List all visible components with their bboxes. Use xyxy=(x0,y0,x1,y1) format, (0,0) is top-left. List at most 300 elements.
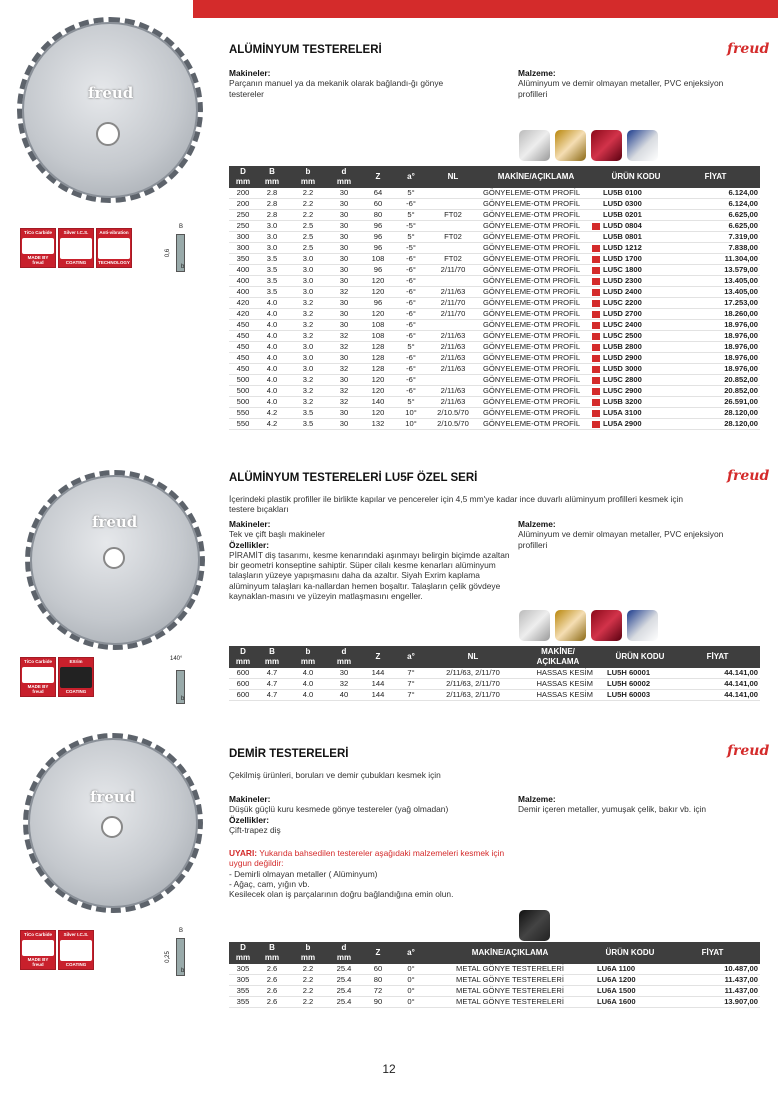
table-cell: 64 xyxy=(359,188,397,199)
table-cell: 30 xyxy=(329,210,359,221)
table-cell: GÖNYELEME-OTM PROFİL xyxy=(481,364,591,375)
table-cell: 30 xyxy=(329,320,359,331)
table-cell: 2.2 xyxy=(287,210,329,221)
table-cell: FT02 xyxy=(425,232,481,243)
table-cell: 0° xyxy=(397,975,425,986)
table-cell: 30 xyxy=(329,232,359,243)
table-cell xyxy=(591,331,601,342)
table-cell: 30 xyxy=(329,375,359,386)
table-cell: 13.579,00 xyxy=(671,265,760,276)
table-cell: -6° xyxy=(397,320,425,331)
table-cell: 18.260,00 xyxy=(671,309,760,320)
table-cell: LU5D 2700 xyxy=(601,309,671,320)
table-cell: HASSAS KESİM xyxy=(521,668,595,679)
table-cell: 2/11/63 xyxy=(425,353,481,364)
table-cell xyxy=(591,265,601,276)
table-cell: 28.120,00 xyxy=(671,408,760,419)
noise-reduction-icon xyxy=(592,366,600,373)
noise-reduction-icon xyxy=(592,333,600,340)
table-cell: 3.0 xyxy=(287,265,329,276)
page-number: 12 xyxy=(382,1062,396,1076)
table-cell: 108 xyxy=(359,254,397,265)
feature-badges xyxy=(20,930,94,970)
table-cell xyxy=(591,243,601,254)
table-cell xyxy=(591,210,601,221)
section-title: ALÜMİNYUM TESTERELERİ xyxy=(229,44,382,56)
machines-block: Makineler: Tek ve çift başlı makineler Özellikler: PİRAMİT diş tasarımı, kesme kenarındaki aşınmayı belirgin biçimde azaltan bir geometri konseptine sahiptir. Süper cilalı kesme kenarları alüminyum talaşların yüzeye yapışmasını daha da azaltır. Siyah Exrim kaplama alüminyum talaşları ka-nallardan hemen boşaltır. Talaşların çelik gövdeye kaynaklan-masını ve yüzeyin matlaşmasını engeller. xyxy=(229,519,510,602)
table-cell: 3.0 xyxy=(287,353,329,364)
blade-logo: freud xyxy=(88,84,134,102)
table-cell: GÖNYELEME-OTM PROFİL xyxy=(481,298,591,309)
badge-silver-ics: Silver I.C.S. COATING xyxy=(58,228,94,268)
product-table: D mm B mm b mm d mm Z a° NL MAKİNE/AÇIKLAMA ÜRÜN KODU FİYAT 200 2.8 2.2 30 64 5° GÖNYELEME-OTM PROFİL LU5B 0100 6.124,00 200 2.8 2.2 30 60 -6° GÖNYELEME-OTM PROFİL LU5D 0300 6.124,00 250 2.8 2.2 30 80 5° FT02 GÖNYELEME-OTM PROFİL LU5B 0201 6.625,00 250 3.0 2.5 30 96 -5° GÖNYELEME-OTM PROFİL LU5D 0804 6.625,00 300 3.0 2.5 30 96 5° FT02 GÖNYELEME-OTM PROFİL LU5B 0801 7.319,00 300 3.0 2.5 30 96 -5° GÖNYELEME-OTM PROFİL LU5D 1212 7.838,00 350 3.5 3.0 30 108 -6° FT02 GÖNYELEME-OTM PROFİL LU5D 1700 11.304,00 400 3.5 3.0 30 96 -6° 2/11/70 GÖNYELEME-OTM PROFİL LU5C 1800 13.579,00 400 3.5 3.0 30 120 -6° GÖNYELEME-OTM PROFİL LU5D 2300 13.405,00 400 3.5 3.0 32 120 -6° 2/11/63 GÖNYELEME-OTM PROFİL LU5D 2400 13.405,00 420 4.0 3.2 30 96 -6° 2/11/70 GÖNYELEME-OTM PROFİL LU5C 2200 17.253,00 420 4.0 3.2 30 120 -6° 2/11/70 GÖNYELEME-OTM PROFİL LU5D 2700 18.260,00 450 4.0 3.2 30 108 -6° GÖNYELEME-OTM PROFİL LU5C 2400 18.976,00 450 4.0 3.2 32 108 -6° 2/11/63 GÖNYELEME-OTM PROFİL LU5C 2500 18.976,00 450 4.0 3.0 32 128 5° 2/11/63 GÖNYELEME-OTM PROFİL LU5B 2800 18.976,00 450 4.0 3.0 30 128 -6° 2/11/63 GÖNYELEME-OTM PROFİL LU5D 2900 18.976,00 450 4.0 3.0 32 128 -6° 2/11/63 GÖNYELEME-OTM PROFİL LU5D 3000 18.976,00 500 4.0 3.2 30 120 -6° GÖNYELEME-OTM PROFİL LU5C 2800 20.852,00 500 4.0 3.2 32 120 -6° 2/11/63 GÖNYELEME-OTM PROFİL LU5C 2900 20.852,00 500 4.0 3.2 32 140 5° 2/11/63 GÖNYELEME-OTM PROFİL LU5B 3200 26.591,00 550 4.2 3.5 30 120 10° 2/10.5/70 GÖNYELEME-OTM PROFİL LU5A 3100 28.120,00 550 4.2 3.5 30 132 10° 2/10.5/70 GÖNYELEME-OTM PROFİL LU5A 2900 28.120,00 xyxy=(229,166,760,430)
table-cell: 2/11/63, 2/11/70 xyxy=(425,679,521,690)
table-cell: 120 xyxy=(359,309,397,320)
table-cell: 30 xyxy=(329,408,359,419)
table-cell: -6° xyxy=(397,386,425,397)
table-cell: 250 xyxy=(229,210,257,221)
table-cell: 4.0 xyxy=(257,309,287,320)
table-cell: 3.2 xyxy=(287,320,329,331)
table-cell: 18.976,00 xyxy=(671,331,760,342)
table-cell xyxy=(591,342,601,353)
table-cell: 600 xyxy=(229,668,257,679)
tooth-profile-diagram: B 0,6 b xyxy=(165,224,185,270)
table-cell: 200 xyxy=(229,199,257,210)
noise-reduction-icon xyxy=(592,344,600,351)
table-cell: 30 xyxy=(329,199,359,210)
table-cell: 4.0 xyxy=(257,397,287,408)
brand-logo: freud xyxy=(727,468,770,484)
table-cell: LU5C 2900 xyxy=(601,386,671,397)
table-cell: 144 xyxy=(359,690,397,701)
table-cell: LU5H 60001 xyxy=(605,668,675,679)
table-cell: 3.2 xyxy=(287,309,329,320)
table-cell: 450 xyxy=(229,320,257,331)
section-title: DEMİR TESTERELERİ xyxy=(229,748,349,760)
table-cell: 44.141,00 xyxy=(675,690,760,701)
table-cell xyxy=(591,408,601,419)
table-row xyxy=(229,386,760,397)
top-accent-bar xyxy=(193,0,778,18)
product-table: D mm B mm b mm d mm Z a° NL MAKİNE/ AÇIKLAMA ÜRÜN KODU FİYAT 600 4.7 4.0 30 144 7° 2/11/63, 2/11/70 HASSAS KESİM LU5H 60001 44.141,00 600 4.7 4.0 32 144 7° 2/11/63, 2/11/70 HASSAS KESİM LU5H 60002 44.141,00 600 4.7 4.0 40 144 7° 2/11/63, 2/11/70 HASSAS KESİM LU5H 60003 44.141,00 xyxy=(229,646,760,701)
table-cell: 10° xyxy=(397,419,425,430)
material-block: Malzeme: Demir içeren metaller, yumuşak çelik, bakır vb. için xyxy=(518,794,707,815)
noise-reduction-icon xyxy=(592,311,600,318)
table-cell: 4.0 xyxy=(257,320,287,331)
table-cell: 30 xyxy=(329,298,359,309)
table-cell: 5° xyxy=(397,397,425,408)
table-cell: 2.2 xyxy=(287,964,329,975)
table-cell: -6° xyxy=(397,309,425,320)
table-cell: 4.0 xyxy=(287,690,329,701)
table-cell: LU5B 2800 xyxy=(601,342,671,353)
table-cell: GÖNYELEME-OTM PROFİL xyxy=(481,375,591,386)
table-cell: 5° xyxy=(397,188,425,199)
blade-logo: freud xyxy=(90,788,136,806)
table-row xyxy=(229,353,760,364)
table-cell: 3.5 xyxy=(257,265,287,276)
table-cell: GÖNYELEME-OTM PROFİL xyxy=(481,232,591,243)
table-cell: 2/11/63 xyxy=(425,397,481,408)
table-cell: HASSAS KESİM xyxy=(521,679,595,690)
table-cell: 32 xyxy=(329,397,359,408)
table-cell: LU5C 2800 xyxy=(601,375,671,386)
noise-reduction-icon xyxy=(592,410,600,417)
table-cell: 350 xyxy=(229,254,257,265)
table-cell: 0° xyxy=(397,964,425,975)
table-cell: 25.4 xyxy=(329,964,359,975)
table-cell xyxy=(591,276,601,287)
table-cell: 450 xyxy=(229,342,257,353)
table-cell xyxy=(591,298,601,309)
table-cell: GÖNYELEME-OTM PROFİL xyxy=(481,342,591,353)
table-cell: 3.5 xyxy=(257,254,287,265)
table-row xyxy=(229,668,760,679)
table-cell xyxy=(591,199,601,210)
table-row xyxy=(229,243,760,254)
table-row xyxy=(229,997,760,1008)
table-cell: 144 xyxy=(359,668,397,679)
table-row xyxy=(229,232,760,243)
table-cell: 2/10.5/70 xyxy=(425,419,481,430)
table-cell: 2.6 xyxy=(257,975,287,986)
table-cell: 6.625,00 xyxy=(671,221,760,232)
table-cell: 3.2 xyxy=(287,298,329,309)
table-cell: 2.2 xyxy=(287,188,329,199)
table-row xyxy=(229,397,760,408)
table-cell: LU5D 2900 xyxy=(601,353,671,364)
table-cell xyxy=(591,375,601,386)
table-cell: 7° xyxy=(397,668,425,679)
table-cell: 4.2 xyxy=(257,408,287,419)
badge-anti-vibration: Anti-vibration TECHNOLOGY xyxy=(96,228,132,268)
table-row xyxy=(229,408,760,419)
table-cell: 2.5 xyxy=(287,221,329,232)
feature-badges xyxy=(20,228,132,268)
table-row xyxy=(229,199,760,210)
saw-blade-image xyxy=(30,475,200,645)
table-cell: 4.2 xyxy=(257,419,287,430)
material-images xyxy=(519,610,658,641)
table-cell: 44.141,00 xyxy=(675,679,760,690)
table-cell: 2/11/63 xyxy=(425,342,481,353)
noise-reduction-icon xyxy=(592,399,600,406)
tooth-profile-diagram: 140° b xyxy=(170,656,185,702)
table-cell: HASSAS KESİM xyxy=(521,690,595,701)
table-cell xyxy=(595,668,605,679)
table-cell xyxy=(425,221,481,232)
table-cell: 2.6 xyxy=(257,997,287,1008)
table-cell: LU5D 0300 xyxy=(601,199,671,210)
table-cell: LU5C 2500 xyxy=(601,331,671,342)
table-cell: 30 xyxy=(329,265,359,276)
table-cell: 96 xyxy=(359,298,397,309)
table-cell: -6° xyxy=(397,287,425,298)
table-cell: -6° xyxy=(397,265,425,276)
table-cell: GÖNYELEME-OTM PROFİL xyxy=(481,265,591,276)
table-cell: 3.5 xyxy=(257,276,287,287)
table-cell: 80 xyxy=(359,210,397,221)
table-cell: 144 xyxy=(359,679,397,690)
table-cell: 25.4 xyxy=(329,986,359,997)
table-row xyxy=(229,276,760,287)
table-cell: 11.304,00 xyxy=(671,254,760,265)
table-cell: 7° xyxy=(397,690,425,701)
table-cell: 250 xyxy=(229,221,257,232)
table-cell: 80 xyxy=(359,975,397,986)
table-cell: 4.0 xyxy=(257,353,287,364)
table-cell: -5° xyxy=(397,221,425,232)
table-cell: 2/11/63 xyxy=(425,364,481,375)
table-cell: 5° xyxy=(397,232,425,243)
table-cell: GÖNYELEME-OTM PROFİL xyxy=(481,199,591,210)
table-cell xyxy=(591,232,601,243)
noise-reduction-icon xyxy=(592,223,600,230)
noise-reduction-icon xyxy=(592,300,600,307)
table-row xyxy=(229,265,760,276)
table-cell xyxy=(591,386,601,397)
table-cell: 32 xyxy=(329,331,359,342)
table-cell: LU6A 1500 xyxy=(595,986,665,997)
table-cell: LU6A 1100 xyxy=(595,964,665,975)
table-cell: -6° xyxy=(397,353,425,364)
table-row xyxy=(229,188,760,199)
table-cell: -6° xyxy=(397,364,425,375)
table-cell: 32 xyxy=(329,679,359,690)
table-cell: 4.0 xyxy=(257,342,287,353)
table-cell: 2.2 xyxy=(287,986,329,997)
table-cell: 30 xyxy=(329,243,359,254)
noise-reduction-icon xyxy=(592,267,600,274)
table-cell: 72 xyxy=(359,986,397,997)
table-cell xyxy=(425,188,481,199)
table-cell: 420 xyxy=(229,309,257,320)
table-cell xyxy=(595,690,605,701)
table-cell: 5° xyxy=(397,342,425,353)
table-cell: LU5D 3000 xyxy=(601,364,671,375)
table-cell: LU5B 0801 xyxy=(601,232,671,243)
noise-reduction-icon xyxy=(592,355,600,362)
table-cell: GÖNYELEME-OTM PROFİL xyxy=(481,221,591,232)
table-cell: GÖNYELEME-OTM PROFİL xyxy=(481,320,591,331)
table-row xyxy=(229,375,760,386)
table-cell: -5° xyxy=(397,243,425,254)
table-cell: 2/11/63 xyxy=(425,287,481,298)
table-cell: LU5D 0804 xyxy=(601,221,671,232)
warning-block: UYARI: Yukarıda bahsedilen testereler aşağıdaki malzemeleri kesmek için uygun değildir: - Demirli olmayan metaller ( Alüminyum) - Ağaç, cam, yığın vb. Kesilecek olan iş parçalarının doğru bağlandığına emin olun. xyxy=(229,848,505,900)
table-cell: 30 xyxy=(329,419,359,430)
table-cell xyxy=(591,364,601,375)
saw-blade-image xyxy=(28,738,198,908)
table-cell xyxy=(591,353,601,364)
table-cell: GÖNYELEME-OTM PROFİL xyxy=(481,188,591,199)
table-cell: 4.0 xyxy=(257,375,287,386)
feature-badges xyxy=(20,657,94,697)
table-cell: 3.2 xyxy=(287,397,329,408)
table-cell: 7.319,00 xyxy=(671,232,760,243)
table-cell: 30 xyxy=(329,309,359,320)
table-cell: 355 xyxy=(229,986,257,997)
table-cell: 3.0 xyxy=(287,287,329,298)
table-cell: 4.0 xyxy=(287,668,329,679)
table-row xyxy=(229,690,760,701)
table-cell: 10.487,00 xyxy=(665,964,760,975)
table-cell xyxy=(425,243,481,254)
table-cell: 2.2 xyxy=(287,199,329,210)
table-cell: 18.976,00 xyxy=(671,353,760,364)
table-cell: 400 xyxy=(229,276,257,287)
table-cell: 2.2 xyxy=(287,997,329,1008)
table-cell: 4.0 xyxy=(257,331,287,342)
table-cell: 2.8 xyxy=(257,199,287,210)
table-cell: 500 xyxy=(229,397,257,408)
table-cell: 450 xyxy=(229,364,257,375)
noise-reduction-icon xyxy=(592,245,600,252)
table-row xyxy=(229,419,760,430)
table-cell: 3.0 xyxy=(257,221,287,232)
table-cell: 4.0 xyxy=(287,679,329,690)
table-cell xyxy=(591,397,601,408)
table-cell: 3.2 xyxy=(287,375,329,386)
table-cell: 96 xyxy=(359,232,397,243)
machines-block: Makineler: Düşük güçlü kuru kesmede gönye testereler (yağ olmadan) Özellikler: Çift-trapez diş xyxy=(229,794,449,835)
table-cell: METAL GÖNYE TESTERELERİ xyxy=(425,964,595,975)
table-cell: 3.5 xyxy=(287,419,329,430)
table-cell: 120 xyxy=(359,408,397,419)
table-cell: 0° xyxy=(397,986,425,997)
table-cell: 7.838,00 xyxy=(671,243,760,254)
table-cell: LU5C 1800 xyxy=(601,265,671,276)
table-cell: 18.976,00 xyxy=(671,320,760,331)
table-cell: 500 xyxy=(229,386,257,397)
table-row xyxy=(229,210,760,221)
material-images xyxy=(519,910,550,941)
table-cell: 30 xyxy=(329,353,359,364)
table-cell: 200 xyxy=(229,188,257,199)
table-cell: LU5A 2900 xyxy=(601,419,671,430)
table-cell: 5° xyxy=(397,210,425,221)
table-cell: 120 xyxy=(359,386,397,397)
table-cell: METAL GÖNYE TESTERELERİ xyxy=(425,975,595,986)
table-cell: -6° xyxy=(397,298,425,309)
badge-silver-ics: Silver I.C.S. COATING xyxy=(58,930,94,970)
table-cell: 120 xyxy=(359,276,397,287)
table-cell: 128 xyxy=(359,342,397,353)
table-cell xyxy=(425,199,481,210)
noise-reduction-icon xyxy=(592,421,600,428)
table-cell: 2.8 xyxy=(257,210,287,221)
table-cell: GÖNYELEME-OTM PROFİL xyxy=(481,276,591,287)
table-cell: 400 xyxy=(229,265,257,276)
table-cell: 2.6 xyxy=(257,964,287,975)
table-cell: 2.5 xyxy=(287,232,329,243)
table-cell xyxy=(591,221,601,232)
table-cell: 3.0 xyxy=(287,364,329,375)
table-cell: LU5B 0100 xyxy=(601,188,671,199)
table-cell: 96 xyxy=(359,265,397,276)
table-cell: LU5D 1212 xyxy=(601,243,671,254)
material-block: Malzeme: Alüminyum ve demir olmayan metaller, PVC enjeksiyon profilleri xyxy=(518,68,724,99)
table-cell: 2/11/70 xyxy=(425,265,481,276)
table-cell: 18.976,00 xyxy=(671,342,760,353)
table-cell: 40 xyxy=(329,690,359,701)
table-cell: 450 xyxy=(229,353,257,364)
table-cell: 128 xyxy=(359,353,397,364)
table-cell: LU5A 3100 xyxy=(601,408,671,419)
table-cell: FT02 xyxy=(425,254,481,265)
table-cell: 0° xyxy=(397,997,425,1008)
table-cell: 3.0 xyxy=(257,243,287,254)
table-cell: GÖNYELEME-OTM PROFİL xyxy=(481,408,591,419)
table-cell: 550 xyxy=(229,408,257,419)
badge-exrim-coating: EXrim COATING xyxy=(58,657,94,697)
table-cell: METAL GÖNYE TESTERELERİ xyxy=(425,986,595,997)
saw-blade-image xyxy=(22,22,198,198)
table-cell: LU5B 3200 xyxy=(601,397,671,408)
table-cell: 140 xyxy=(359,397,397,408)
table-cell: LU5C 2400 xyxy=(601,320,671,331)
table-row xyxy=(229,309,760,320)
table-cell: -6° xyxy=(397,254,425,265)
table-row xyxy=(229,254,760,265)
table-cell: 2.2 xyxy=(287,975,329,986)
product-table: D mm B mm b mm d mm Z a° MAKİNE/AÇIKLAMA ÜRÜN KODU FİYAT 305 2.6 2.2 25.4 60 0° METAL GÖNYE TESTERELERİ LU6A 1100 10.487,00 305 2.6 2.2 25.4 80 0° METAL GÖNYE TESTERELERİ LU6A 1200 11.437,00 355 2.6 2.2 25.4 72 0° METAL GÖNYE TESTERELERİ LU6A 1500 11.437,00 355 2.6 2.2 25.4 90 0° METAL GÖNYE TESTERELERİ LU6A 1600 13.907,00 xyxy=(229,942,760,1008)
table-cell: 96 xyxy=(359,221,397,232)
table-cell: LU5C 2200 xyxy=(601,298,671,309)
table-cell: 11.437,00 xyxy=(665,975,760,986)
table-cell: 25.4 xyxy=(329,975,359,986)
table-cell: 2/10.5/70 xyxy=(425,408,481,419)
table-cell: 3.2 xyxy=(287,331,329,342)
table-cell: 20.852,00 xyxy=(671,386,760,397)
table-cell: 90 xyxy=(359,997,397,1008)
badge-tico-carbide: TiCo Carbide MADE BY freud xyxy=(20,930,56,970)
table-cell: LU5H 60003 xyxy=(605,690,675,701)
table-cell xyxy=(591,287,601,298)
table-cell: GÖNYELEME-OTM PROFİL xyxy=(481,419,591,430)
material-images xyxy=(519,130,658,161)
noise-reduction-icon xyxy=(592,388,600,395)
table-cell: 26.591,00 xyxy=(671,397,760,408)
table-cell: 6.124,00 xyxy=(671,188,760,199)
table-cell: GÖNYELEME-OTM PROFİL xyxy=(481,397,591,408)
table-cell: 300 xyxy=(229,232,257,243)
table-cell: 4.7 xyxy=(257,668,287,679)
table-cell: 32 xyxy=(329,287,359,298)
table-cell: 2/11/63, 2/11/70 xyxy=(425,668,521,679)
table-cell: GÖNYELEME-OTM PROFİL xyxy=(481,386,591,397)
badge-tico-carbide: TiCo Carbide MADE BY freud xyxy=(20,228,56,268)
brand-logo: freud xyxy=(727,743,770,759)
noise-reduction-icon xyxy=(592,377,600,384)
table-row xyxy=(229,975,760,986)
table-cell xyxy=(591,188,601,199)
table-cell: 32 xyxy=(329,342,359,353)
badge-tico-carbide: TiCo Carbide MADE BY freud xyxy=(20,657,56,697)
table-cell: GÖNYELEME-OTM PROFİL xyxy=(481,210,591,221)
table-cell: METAL GÖNYE TESTERELERİ xyxy=(425,997,595,1008)
table-row xyxy=(229,964,760,975)
table-cell xyxy=(591,309,601,320)
table-cell: 4.0 xyxy=(257,364,287,375)
noise-reduction-icon xyxy=(592,256,600,263)
table-cell: 3.2 xyxy=(287,386,329,397)
table-cell: 13.405,00 xyxy=(671,287,760,298)
table-cell: 30 xyxy=(329,221,359,232)
table-cell: -6° xyxy=(397,199,425,210)
table-cell: 4.7 xyxy=(257,679,287,690)
